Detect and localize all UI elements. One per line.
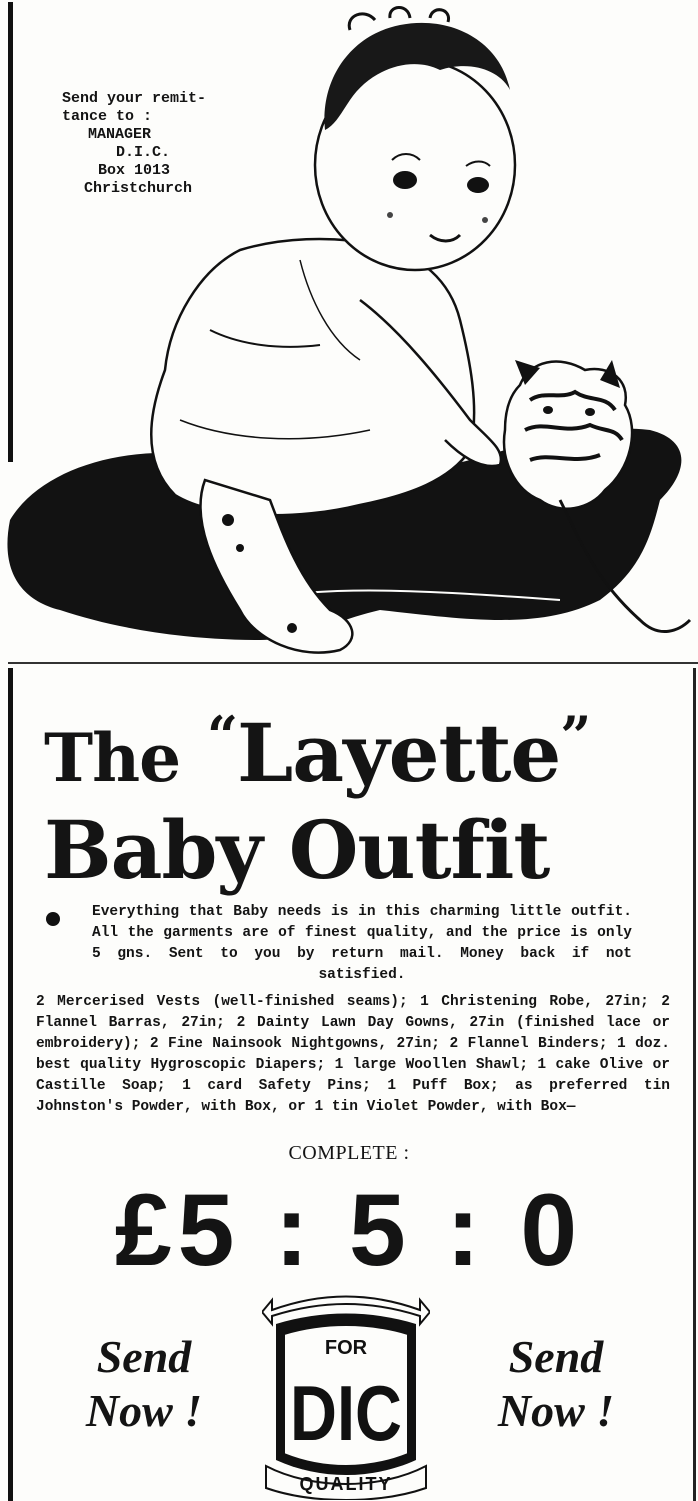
remittance-manager: MANAGER [88, 126, 152, 143]
send-right-line-2: Now ! [497, 1385, 615, 1436]
price: £5 : 5 : 0 [114, 1173, 584, 1287]
send-left-line-1: Send [96, 1331, 192, 1382]
items-list-paragraph: 2 Mercerised Vests (well-finished seams); 1 Christening Robe, 27in; 2 Flannel Barras, 27in; 2 Dainty Lawn Day Gowns, 27in (finished lace or embroidery); 2 Fine Nainsook Nightgowns, 27in; 2 Flannel Binders; 1 doz. best quality Hygroscopic Diapers; 1 large Woollen Shawl; 1 cake Olive or Castille Soap; 1 card Safety Pins; 1 Puff Box; as preferred tin Johnston's Powder, with Box, or 1 tin Violet Powder, with Box— [36, 994, 670, 1115]
send-now-right [476, 1330, 636, 1438]
bullet-icon [46, 912, 60, 926]
logo-letters: DIC [290, 1369, 402, 1457]
remittance-box: Box 1013 [98, 162, 171, 179]
headline-open-quote: “ [206, 704, 238, 768]
left-border-rule-bottom [8, 668, 13, 1501]
send-now-left [64, 1330, 224, 1438]
headline-close-quote: ” [560, 704, 591, 768]
section-divider [8, 662, 698, 664]
right-border-rule [693, 668, 696, 1501]
remittance-line-2: tance to : [62, 108, 153, 125]
logo-bottom-word: QUALITY [299, 1474, 393, 1494]
complete-label: COMPLETE : [288, 1142, 410, 1164]
dic-quality-logo [262, 1290, 430, 1500]
send-right-line-1: Send [508, 1331, 604, 1382]
remittance-company: D.I.C. [116, 144, 171, 161]
headline-layette: Layette [237, 706, 561, 800]
remittance-line-1: Send your remit- [62, 90, 207, 107]
logo-top-word: FOR [324, 1337, 368, 1359]
headline [44, 690, 684, 896]
remittance-address [62, 90, 242, 198]
intro-paragraph: Everything that Baby needs is in this charming little outfit. All the garments are of finest quality, and the price is only 5 gns. Sent to you by return mail. Money back if not satisfied. [92, 904, 632, 983]
headline-line-2: Baby Outfit [44, 803, 550, 897]
send-left-line-2: Now ! [85, 1385, 203, 1436]
remittance-city: Christchurch [84, 180, 193, 197]
headline-the: The [44, 719, 181, 797]
